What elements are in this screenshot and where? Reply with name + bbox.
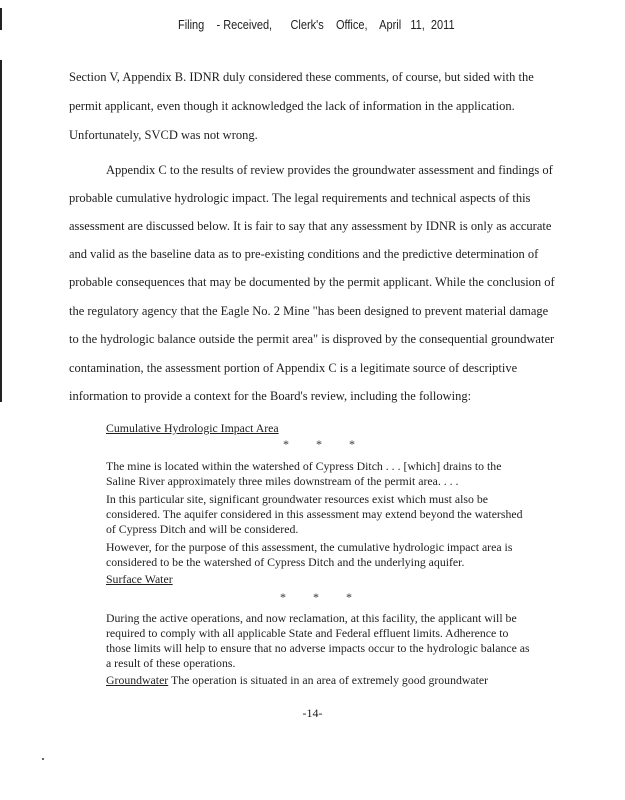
scan-edge-left — [0, 60, 2, 402]
quote-line: those limits will help to ensure that no adverse impacts occur to the hydrologic balance as — [106, 641, 530, 655]
section-heading-cumulative: Cumulative Hydrologic Impact Area — [106, 421, 279, 435]
quote-line: required to comply with all applicable State and Federal effluent limits. Adherence to — [106, 626, 509, 640]
quote-line: Saline River approximately three miles downstream of the permit area. . . . — [106, 474, 459, 488]
quote-line: During the active operations, and now reclamation, at this facility, the applicant will be — [106, 611, 517, 625]
body-line: probable consequences that may be documented by the permit applicant. While the conclusion of — [69, 275, 555, 289]
quote-line: The mine is located within the watershed of Cypress Ditch . . . [which] drains to the — [106, 459, 502, 473]
quote-line: considered. The aquifer considered in this assessment may extend beyond the watershed — [106, 507, 523, 521]
section-heading-groundwater: Groundwater — [106, 673, 169, 687]
quote-line: However, for the purpose of this assessment, the cumulative hydrologic impact area is — [106, 540, 513, 554]
body-line: Section V, Appendix B. IDNR duly considered these comments, of course, but sided with the — [69, 70, 534, 84]
body-line: assessment are discussed below. It is fair to say that any assessment by IDNR is only as accurate — [69, 219, 552, 233]
scan-speck — [42, 758, 44, 760]
quote-line: a result of these operations. — [106, 656, 236, 670]
page-number: -14- — [302, 706, 323, 720]
quote-line-groundwater — [106, 673, 488, 688]
body-line: to the hydrologic balance outside the permit area" is disproved by the consequential groundwater — [69, 332, 555, 346]
body-line: contamination, the assessment portion of Appendix C is a legitimate source of descriptive — [69, 361, 518, 375]
quote-line: In this particular site, significant groundwater resources exist which must also be — [106, 492, 488, 506]
ellipsis-stars: * * * — [283, 437, 367, 451]
body-line: the regulatory agency that the Eagle No. 2 Mine "has been designed to prevent material damage — [69, 304, 549, 318]
filing-stamp: Filing - Received, Clerk's Office, April 11, 2011 — [177, 18, 455, 32]
groundwater-text: The operation is situated in an area of extremely good groundwater — [168, 673, 489, 687]
quote-line: considered to be the watershed of Cypress Ditch and the underlying aquifer. — [106, 555, 465, 569]
scan-edge-top — [0, 8, 2, 30]
body-line: Unfortunately, SVCD was not wrong. — [69, 128, 258, 142]
body-line: permit applicant, even though it acknowledged the lack of information in the application. — [69, 99, 515, 113]
body-line: probable cumulative hydrologic impact. The legal requirements and technical aspects of this — [69, 191, 531, 205]
section-heading-surface-water: Surface Water — [106, 572, 173, 586]
quote-line: of Cypress Ditch and will be considered. — [106, 522, 299, 536]
body-line: Appendix C to the results of review provides the groundwater assessment and findings of — [106, 163, 553, 177]
body-line: and valid as the baseline data as to pre-existing conditions and the predictive determination of — [69, 247, 539, 261]
ellipsis-stars: * * * — [280, 590, 364, 604]
body-line: information to provide a context for the Board's review, including the following: — [69, 389, 472, 403]
